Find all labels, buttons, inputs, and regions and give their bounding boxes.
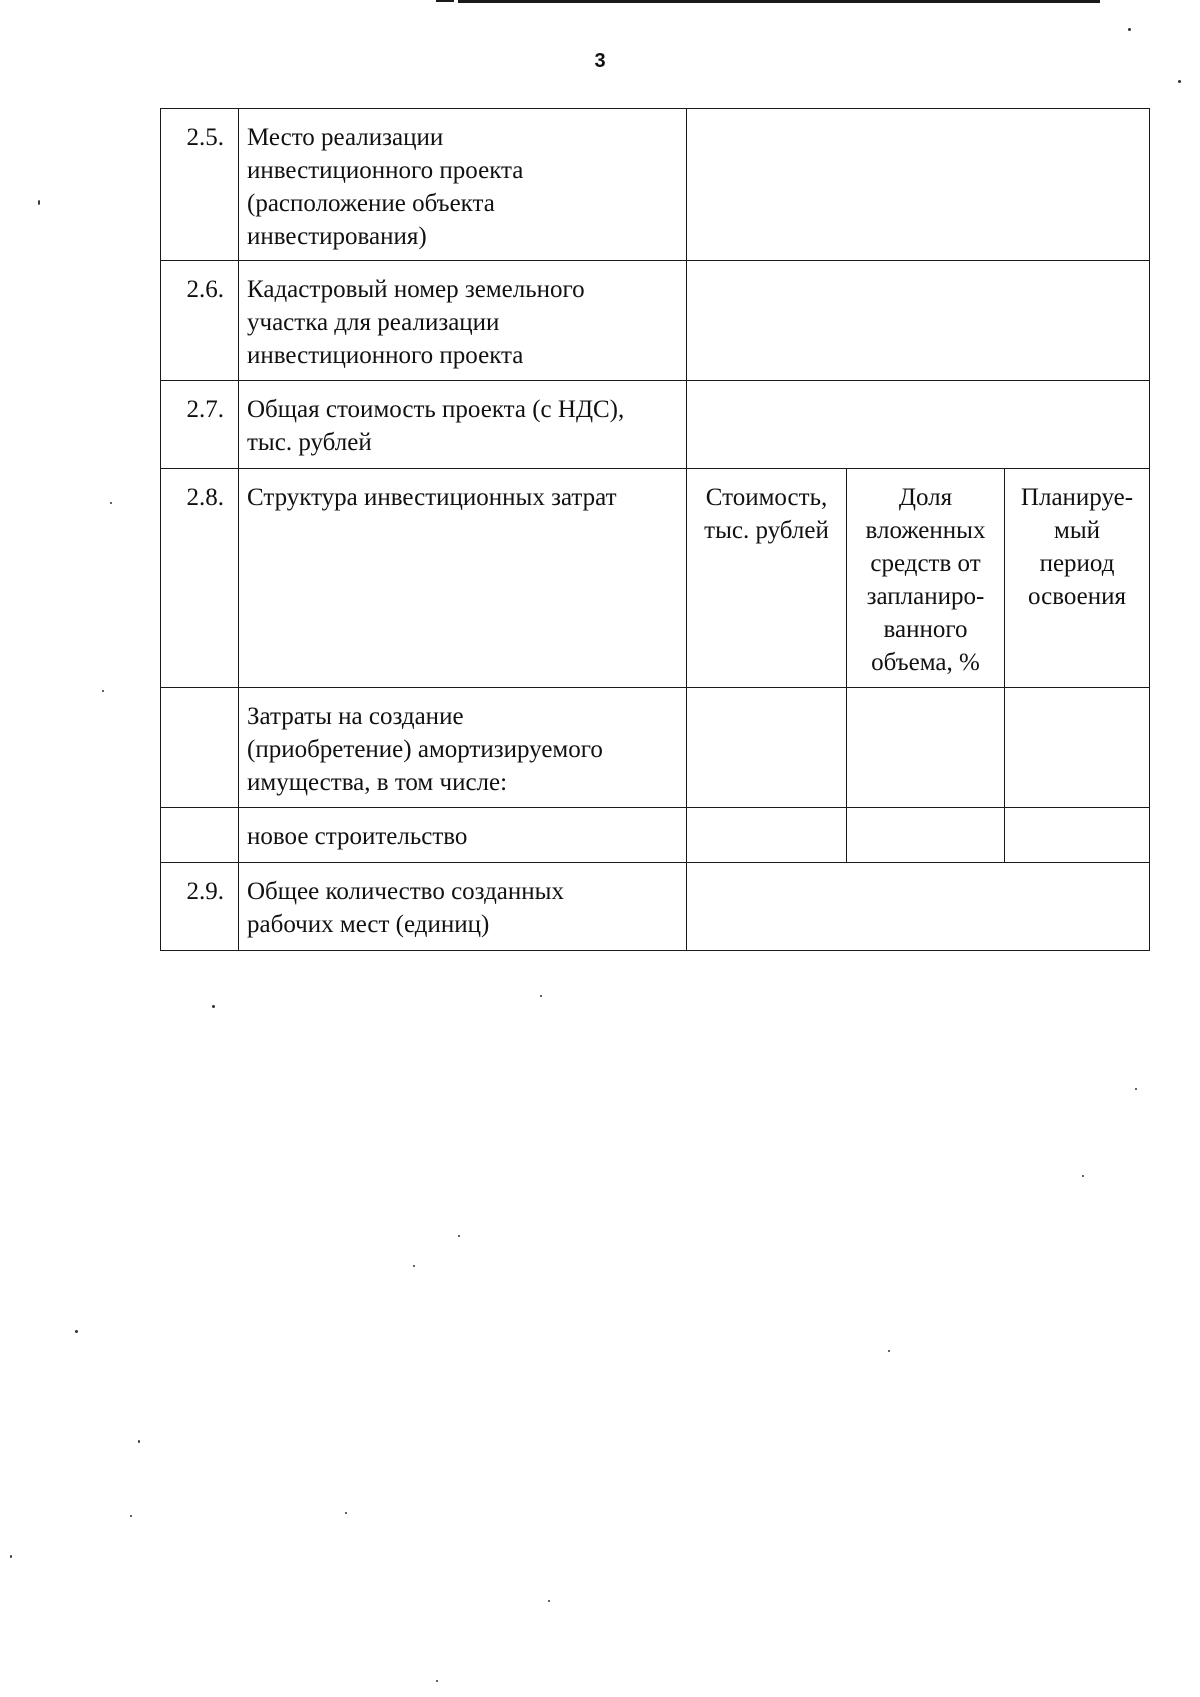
period-cell[interactable] [1005, 808, 1150, 863]
table-row-2-8 [161, 469, 1150, 688]
column-header-period: Планируе- мый период освоения [1005, 469, 1150, 688]
table-row-2-9 [161, 863, 1150, 951]
cost-cell[interactable] [687, 808, 847, 863]
scan-speck [138, 1440, 140, 1443]
row-label: Общая стоимость проекта (с НДС), тыс. рублей [239, 381, 687, 469]
row-number: 2.9. [161, 863, 239, 951]
scan-speck [10, 1555, 12, 1558]
row-label: Кадастровый номер земельного участка для реализации инвестиционного проекта [239, 261, 687, 381]
scan-speck [888, 1350, 890, 1352]
row-label: Затраты на создание (приобретение) амортизируемого имущества, в том числе: [239, 688, 687, 808]
column-header-share: Доля вложенных средств от запланиро- ванного объема, % [847, 469, 1005, 688]
table-row-2-7 [161, 381, 1150, 469]
scan-speck [110, 502, 112, 504]
scan-speck [1178, 80, 1181, 83]
table-row-depreciable-costs [161, 688, 1150, 808]
row-number: 2.7. [161, 381, 239, 469]
period-cell[interactable] [1005, 688, 1150, 808]
scan-speck [345, 1512, 347, 1514]
scan-speck [75, 1330, 78, 1333]
scan-speck [540, 995, 542, 997]
row-label: Структура инвестиционных затрат [239, 469, 687, 688]
investment-project-table [160, 108, 1150, 951]
row-number: 2.6. [161, 261, 239, 381]
table-row-new-construction [161, 808, 1150, 863]
scan-speck [1128, 28, 1131, 31]
scan-speck [130, 1515, 132, 1517]
scan-speck [102, 690, 104, 692]
scan-speck [212, 1005, 215, 1008]
share-cell[interactable] [847, 688, 1005, 808]
scan-speck [413, 1265, 415, 1267]
scan-speck [1135, 1088, 1137, 1090]
scan-speck [38, 200, 40, 205]
row-number [161, 688, 239, 808]
scan-edge-line-left [436, 0, 454, 2]
share-cell[interactable] [847, 808, 1005, 863]
row-number: 2.8. [161, 469, 239, 688]
value-cell[interactable] [687, 261, 1150, 381]
table-row-2-6 [161, 261, 1150, 381]
scan-speck [548, 1600, 550, 1602]
cost-cell[interactable] [687, 688, 847, 808]
row-label: новое строительство [239, 808, 687, 863]
row-number [161, 808, 239, 863]
value-cell[interactable] [687, 109, 1150, 261]
scan-speck [436, 1680, 438, 1682]
page-number: 3 [594, 50, 606, 72]
scan-edge-line [458, 0, 1100, 3]
row-label: Место реализации инвестиционного проекта (расположение объекта инвестирования) [239, 109, 687, 261]
scan-speck [1082, 1175, 1084, 1177]
column-header-cost: Стоимость, тыс. рублей [687, 469, 847, 688]
row-number: 2.5. [161, 109, 239, 261]
scan-speck [458, 1235, 460, 1237]
row-label: Общее количество созданных рабочих мест (единиц) [239, 863, 687, 951]
table-row-2-5 [161, 109, 1150, 261]
value-cell[interactable] [687, 863, 1150, 951]
value-cell[interactable] [687, 381, 1150, 469]
